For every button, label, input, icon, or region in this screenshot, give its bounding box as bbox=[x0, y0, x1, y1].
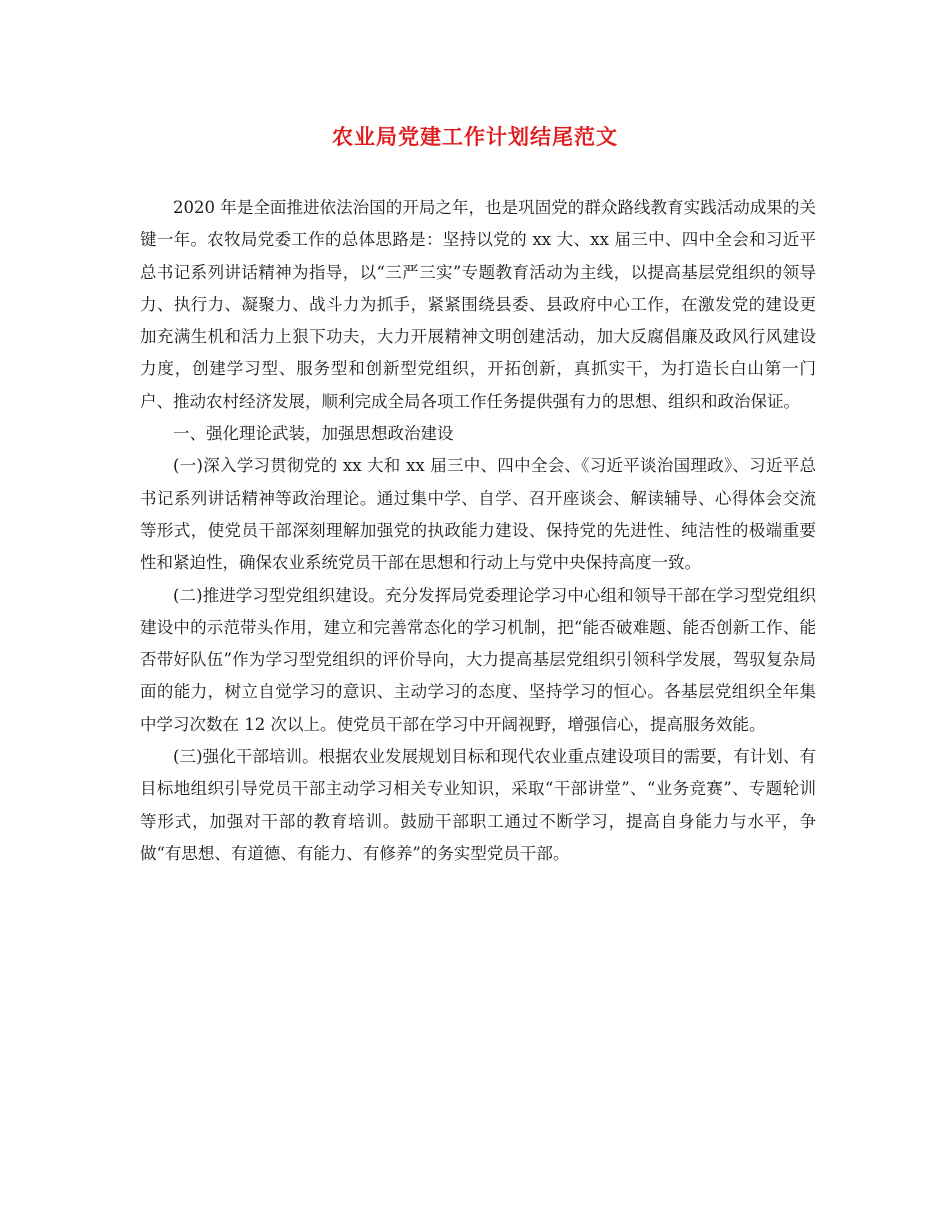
paragraph-intro: 2020 年是全面推进依法治国的开局之年，也是巩固党的群众路线教育实践活动成果的关键一年。农牧局党委工作的总体思路是：坚持以党的 xx 大、xx 届三中、四中全会和习近平总书记系列讲话精神为指导，以“三严三实”专题教育活动为主线，以提高基层党组织的领导力、执行力、凝聚力、战斗力为抓手，紧紧围绕县委、县政府中心工作，在激发党的建设更加充满生机和活力上狠下功夫，大力开展精神文明创建活动，加大反腐倡廉及政风行风建设力度，创建学习型、服务型和创新型党组织，开拓创新，真抓实干，为打造长白山第一门户、推动农村经济发展，顺利完成全局各项工作任务提供强有力的思想、组织和政治保证。 bbox=[140, 198, 816, 411]
document-title: 农业局党建工作计划结尾范文 bbox=[332, 125, 618, 149]
paragraph-item-3: (三)强化干部培训。根据农业发展规划目标和现代农业重点建设项目的需要，有计划、有目标地组织引导党员干部主动学习相关专业知识，采取“干部讲堂”、“业务竞赛”、专题轮训等形式，加强对干部的教育培训。鼓励干部职工通过不断学习，提高自身能力与水平，争做“有思想、有道德、有能力、有修养”的务实型党员干部。 bbox=[140, 747, 816, 863]
section-heading-1: 一、强化理论武装，加强思想政治建设 bbox=[173, 424, 454, 444]
document-body bbox=[140, 192, 816, 870]
paragraph-item-2: (二)推进学习型党组织建设。充分发挥局党委理论学习中心组和领导干部在学习型党组织建设中的示范带头作用，建立和完善常态化的学习机制，把“能否破难题、能否创新工作、能否带好队伍”作为学习型党组织的评价导向，大力提高基层党组织引领科学发展，驾驭复杂局面的能力，树立自觉学习的意识、主动学习的态度、坚持学习的恒心。各基层党组织全年集中学习次数在 12 次以上。使党员干部在学习中开阔视野，增强信心，提高服务效能。 bbox=[140, 585, 816, 734]
paragraph-item-1: (一)深入学习贯彻党的 xx 大和 xx 届三中、四中全会、《习近平谈治国理政》、习近平总书记系列讲话精神等政治理论。通过集中学、自学、召开座谈会、解读辅导、心得体会交流等形式，使党员干部深刻理解加强党的执政能力建设、保持党的先进性、纯洁性的极端重要性和紧迫性，确保农业系统党员干部在思想和行动上与党中央保持高度一致。 bbox=[140, 456, 816, 573]
